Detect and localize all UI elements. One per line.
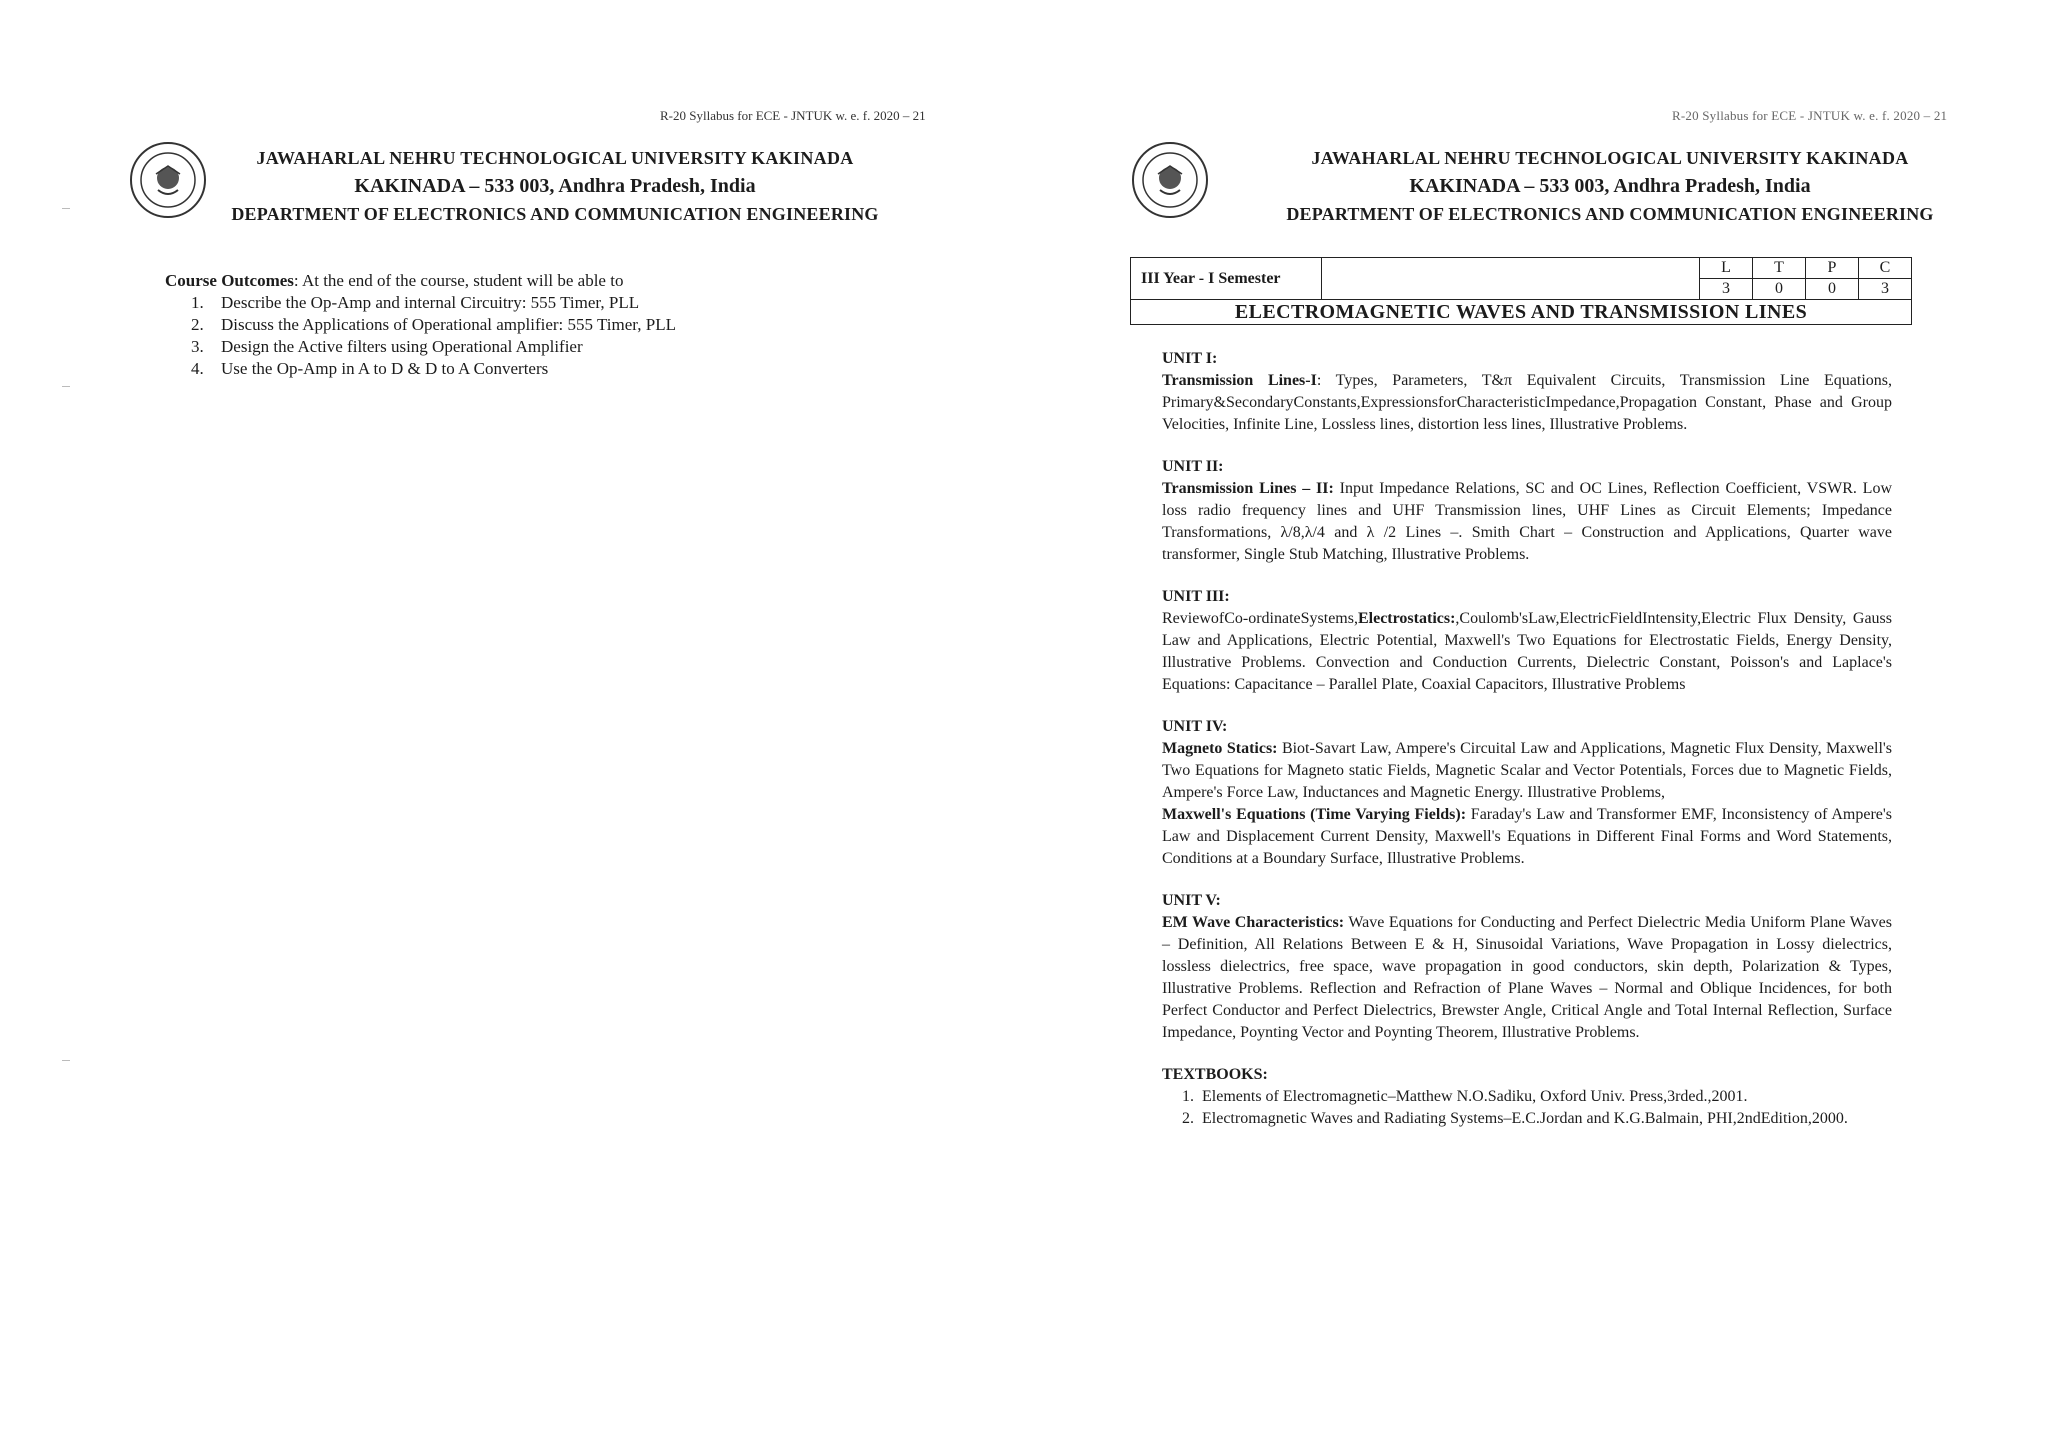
running-header: R-20 Syllabus for ECE - JNTUK w. e. f. 2020 – 21 bbox=[1672, 108, 1948, 123]
unit-4 bbox=[1162, 716, 1892, 870]
university-name: JAWAHARLAL NEHRU TECHNOLOGICAL UNIVERSITY KAKINADA bbox=[1311, 148, 1909, 168]
right-page bbox=[1110, 0, 2048, 1449]
value-p: 0 bbox=[1806, 279, 1859, 300]
textbooks-heading: TEXTBOOKS: bbox=[1162, 1066, 1268, 1083]
list-item: 2. Electromagnetic Waves and Radiating Systems–E.C.Jordan and K.G.Balmain, PHI,2ndEdition,2000. bbox=[1182, 1110, 1848, 1127]
unit-body: Input Impedance Relations, SC and OC Lines, Reflection Coefficient, VSWR. Low loss radio frequency lines and UHF Transmission lines, UHF Lines as Circuit Elements; Impedance Transformations, λ/8,λ/4 and λ /2 Lines –. Smith Chart – Construction and Applications, Quarter wave transformer, Single Stub Matching, Illustrative Problems. bbox=[1162, 480, 1893, 563]
unit-5 bbox=[1162, 890, 1892, 1044]
unit-topic: Transmission Lines – II: bbox=[1162, 480, 1334, 497]
unit-heading: UNIT V: bbox=[1162, 892, 1221, 909]
syllabus-units bbox=[1162, 348, 1892, 1130]
list-item: 3. Design the Active filters using Operational Amplifier bbox=[191, 337, 583, 356]
course-outcomes bbox=[165, 270, 785, 380]
unit-1 bbox=[1162, 348, 1892, 436]
unit-3 bbox=[1162, 586, 1892, 696]
scan-mark bbox=[62, 1060, 70, 1061]
scan-mark bbox=[62, 208, 70, 209]
unit-2 bbox=[1162, 456, 1892, 566]
list-item: 1. Describe the Op-Amp and internal Circuitry: 555 Timer, PLL bbox=[191, 293, 640, 312]
course-outcomes-label: Course Outcomes bbox=[165, 271, 294, 290]
university-seal-icon bbox=[128, 140, 208, 220]
blank-cell bbox=[1322, 258, 1700, 300]
unit-topic: Transmission Lines-I bbox=[1162, 372, 1317, 389]
course-credit-table bbox=[1130, 257, 1912, 325]
list-item: 1. Elements of Electromagnetic–Matthew N.O.Sadiku, Oxford Univ. Press,3rded.,2001. bbox=[1182, 1088, 1748, 1105]
left-page bbox=[0, 0, 1000, 1449]
unit-heading: UNIT I: bbox=[1162, 350, 1218, 367]
textbooks bbox=[1162, 1064, 1892, 1130]
university-seal-icon bbox=[1130, 140, 1210, 220]
header-p: P bbox=[1806, 258, 1859, 279]
university-name: JAWAHARLAL NEHRU TECHNOLOGICAL UNIVERSITY KAKINADA bbox=[256, 148, 854, 168]
unit-body: Biot-Savart Law, Ampere's Circuital Law and Applications, Magnetic Flux Density, Maxwell's Two Equations for Magneto static Fields, Magnetic Scalar and Vector Potentials, Forces due to Magnetic Fields, Ampere's Force Law, Inductances and Magnetic Energy. Illustrative Problems, bbox=[1162, 740, 1892, 801]
header-c: C bbox=[1859, 258, 1912, 279]
university-header bbox=[210, 144, 900, 228]
university-header bbox=[1210, 144, 2010, 228]
course-outcomes-intro: : At the end of the course, student will be able to bbox=[293, 271, 624, 290]
unit-topic-2: Maxwell's Equations (Time Varying Fields): bbox=[1162, 806, 1467, 823]
unit-body: Wave Equations for Conducting and Perfect Dielectric Media Uniform Plane Waves – Definition, All Relations Between E & H, Sinusoidal Variations, Wave Propagation in Lossy dielectrics, lossless dielectrics, free space, wave propagation in good conductors, skin depth, Polarization & Types, Illustrative Problems. Reflection and Refraction of Plane Waves – Normal and Oblique Incidences, for both Perfect Conductor and Perfect Dielectrics, Brewster Angle, Critical Angle and Total Internal Reflection, Surface Impedance, Poynting Vector and Poynting Theorem, Illustrative Problems. bbox=[1162, 914, 1892, 1041]
value-t: 0 bbox=[1753, 279, 1806, 300]
unit-topic: EM Wave Characteristics: bbox=[1162, 914, 1345, 931]
header-t: T bbox=[1753, 258, 1806, 279]
unit-body: : Types, Parameters, T&π Equivalent Circuits, Transmission Line Equations, Primary&SecondaryConstants,ExpressionsforCharacteristicImpedance,Propagation Constant, Phase and Group Velocities, Infinite Line, Lossless lines, distortion less lines, Illustrative Problems. bbox=[1162, 372, 1892, 433]
department-name: DEPARTMENT OF ELECTRONICS AND COMMUNICATION ENGINEERING bbox=[231, 204, 879, 224]
header-l: L bbox=[1700, 258, 1753, 279]
unit-prefix: ReviewofCo-ordinateSystems, bbox=[1162, 610, 1358, 627]
value-c: 3 bbox=[1859, 279, 1912, 300]
unit-heading: UNIT III: bbox=[1162, 588, 1230, 605]
department-name: DEPARTMENT OF ELECTRONICS AND COMMUNICATION ENGINEERING bbox=[1286, 204, 1934, 224]
course-title: ELECTROMAGNETIC WAVES AND TRANSMISSION LINES bbox=[1131, 300, 1912, 325]
university-address: KAKINADA – 533 003, Andhra Pradesh, India bbox=[1409, 175, 1811, 197]
unit-body-2: Faraday's Law and Transformer EMF, Inconsistency of Ampere's Law and Displacement Current Density, Maxwell's Equations in Different Final Forms and Word Statements, Conditions at a Boundary Surface, Illustrative Problems. bbox=[1162, 806, 1893, 867]
running-header: R-20 Syllabus for ECE - JNTUK w. e. f. 2020 – 21 bbox=[660, 108, 926, 123]
unit-body: ,Coulomb'sLaw,ElectricFieldIntensity,Electric Flux Density, Gauss Law and Applications, Electric Potential, Maxwell's Two Equations for Electrostatic Fields, Energy Density, Illustrative Problems. Convection and Conduction Currents, Dielectric Constant, Poisson's and Laplace's Equations: Capacitance – Parallel Plate, Coaxial Capacitors, Illustrative Problems bbox=[1162, 610, 1892, 693]
unit-topic: Magneto Statics: bbox=[1162, 740, 1278, 757]
scan-mark bbox=[62, 386, 70, 387]
university-address: KAKINADA – 533 003, Andhra Pradesh, India bbox=[354, 175, 756, 197]
value-l: 3 bbox=[1700, 279, 1753, 300]
list-item: 2. Discuss the Applications of Operational amplifier: 555 Timer, PLL bbox=[191, 315, 676, 334]
unit-heading: UNIT II: bbox=[1162, 458, 1224, 475]
list-item: 4. Use the Op-Amp in A to D & D to A Converters bbox=[191, 359, 549, 378]
unit-topic: Electrostatics: bbox=[1357, 610, 1456, 627]
year-semester-cell: III Year - I Semester bbox=[1131, 258, 1322, 300]
unit-heading: UNIT IV: bbox=[1162, 718, 1228, 735]
